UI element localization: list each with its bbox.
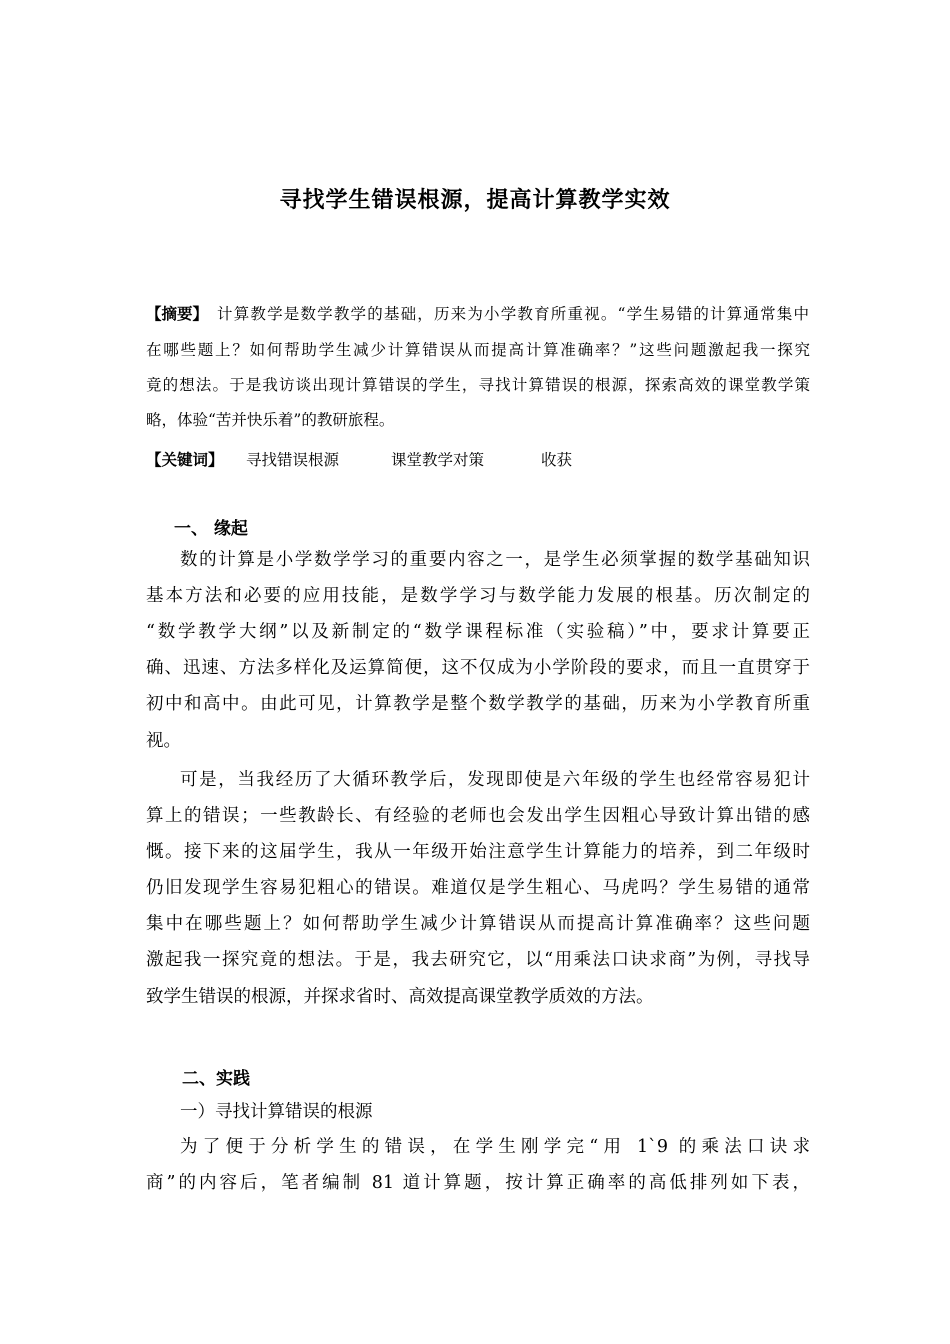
abstract-line-1: 计算教学是数学教学的基础，历来为小学教育所重视。“学生易错的计算通常集中 [217, 305, 809, 323]
section1-para2-line-1: 可是，当我经历了大循环教学后，发现即使是六年级的学生也经常容易犯计 [180, 770, 810, 790]
keyword-item-2: 课堂教学对策 [391, 451, 485, 469]
keyword-item-3: 收获 [541, 451, 573, 469]
section1-para1-line-6: 视。 [146, 731, 181, 751]
section1-heading: 一、 缘起 [174, 519, 248, 539]
abstract-line-2: 在哪些题上？如何帮助学生减少计算错误从而提高计算准确率？”这些问题激起我一探究 [146, 341, 810, 359]
abstract-line-3: 竟的想法。于是我访谈出现计算错误的学生，寻找计算错误的根源，探索高效的课堂教学策 [146, 376, 810, 394]
section1-para2-line-4: 仍旧发现学生容易犯粗心的错误。难道仅是学生粗心、马虎吗？学生易错的通常 [146, 878, 810, 898]
section1-para2-line-2: 算上的错误；一些教龄长、有经验的老师也会发出学生因粗心导致计算出错的感 [146, 806, 810, 826]
section2-para1-line-1: 为了便于分析学生的错误，在学生刚学完“用 1`9 的乘法口诀求 [180, 1137, 810, 1157]
abstract-line-4: 略，体验“苦并快乐着”的教研旅程。 [146, 411, 395, 429]
keywords-label: 【关键词】 [146, 451, 224, 469]
section1-para2-line-5: 集中在哪些题上？如何帮助学生减少计算错误从而提高计算准确率？这些问题 [146, 914, 810, 934]
keyword-item-1: 寻找错误根源 [246, 451, 340, 469]
section1-para1-line-1: 数的计算是小学数学学习的重要内容之一，是学生必须掌握的数学基础知识 [180, 550, 810, 570]
section1-para1-line-5: 初中和高中。由此可见，计算教学是整个数学教学的基础，历来为小学教育所重 [146, 694, 810, 714]
section1-para2-line-6: 激起我一探究竟的想法。于是，我去研究它，以“用乘法口诀求商”为例，寻找导 [146, 950, 810, 970]
document-title: 寻找学生错误根源，提高计算教学实效 [279, 188, 671, 213]
section1-para1-line-3: “数学教学大纲”以及新制定的“数学课程标准（实验稿）”中，要求计算要正 [146, 622, 810, 642]
section1-para2-line-3: 慨。接下来的这届学生，我从一年级开始注意学生计算能力的培养，到二年级时 [146, 842, 810, 862]
section2-subheading: 一）寻找计算错误的根源 [180, 1102, 373, 1122]
section1-para1-line-4: 确、迅速、方法多样化及运算简便，这不仅成为小学阶段的要求，而且一直贯穿于 [146, 658, 810, 678]
section1-para1-line-2: 基本方法和必要的应用技能，是数学学习与数学能力发展的根基。历次制定的 [146, 586, 810, 606]
abstract-label: 【摘要】 [146, 305, 209, 323]
section2-para1-line-2: 商”的内容后，笔者编制 81 道计算题，按计算正确率的高低排列如下表， [146, 1173, 810, 1193]
section1-para2-line-7: 致学生错误的根源，并探求省时、高效提高课堂教学质效的方法。 [146, 987, 654, 1007]
section2-heading: 二、实践 [182, 1069, 250, 1089]
